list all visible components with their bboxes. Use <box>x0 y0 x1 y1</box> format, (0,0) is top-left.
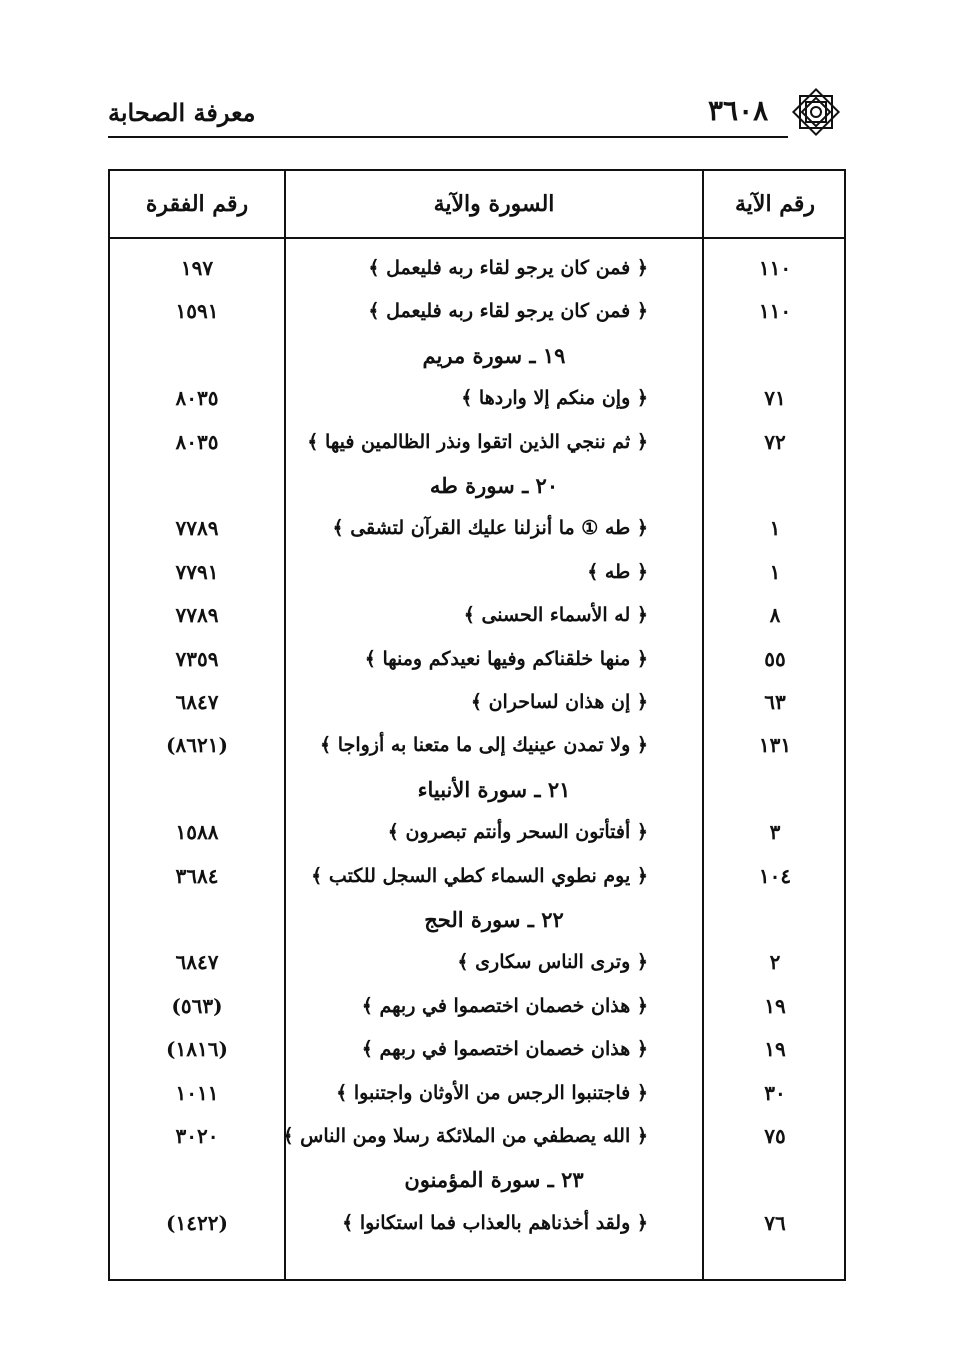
table-row <box>110 724 844 767</box>
ayah-number: ٧٢ <box>764 429 786 454</box>
paragraph-number: ١٥٩١ <box>175 299 219 324</box>
surah-heading: ٢٢ ـ سورة الحج <box>424 907 564 932</box>
table-row <box>110 1115 844 1158</box>
ayah-number: ٦٣ <box>764 690 786 714</box>
ayah-text: ﴿ طه ﴾ <box>587 560 648 583</box>
ayah-number: ٢ <box>769 950 781 975</box>
ayah-text: ﴿ فمن كان يرجو لقاء ربه فليعمل ﴾ <box>368 300 648 323</box>
ayah-number: ١٠٤ <box>758 863 792 888</box>
table-row <box>110 985 844 1028</box>
surah-heading-row <box>110 898 844 941</box>
ayah-number: ٥٥ <box>764 646 786 671</box>
paragraph-number: ٨٠٣٥ <box>175 386 219 411</box>
page-header <box>108 92 838 136</box>
paragraph-number: ٦٨٤٧ <box>175 690 219 714</box>
surah-heading-row <box>110 768 844 811</box>
ayah-number: ٨ <box>769 603 781 628</box>
column-header-ayah-number: رقم الآية <box>734 191 816 217</box>
paragraph-number: ١٥٨٨ <box>175 820 219 845</box>
surah-heading-row <box>110 1158 844 1201</box>
ayah-text: ﴿ يوم نطوي السماء كطي السجل للكتب ﴾ <box>311 864 648 887</box>
ayah-number: ١٣١ <box>758 733 792 758</box>
ayah-text: ﴿ طه ① ما أنزلنا عليك القرآن لتشقى ﴾ <box>332 517 648 540</box>
table-body <box>110 237 844 1279</box>
paragraph-number: (١٨١٦) <box>166 1037 228 1062</box>
ayah-number: ٧٦ <box>764 1210 786 1235</box>
table-row <box>110 855 844 898</box>
ayah-text: ﴿ منها خلقناكم وفيها نعيدكم ومنها ﴾ <box>364 647 648 670</box>
paragraph-number: (٨٦٢١) <box>166 733 228 758</box>
ayah-number: ١٩ <box>764 1037 786 1062</box>
table-row <box>110 1202 844 1245</box>
surah-heading: ٢١ ـ سورة الأنبياء <box>417 776 571 802</box>
ayah-text: ﴿ هذان خصمان اختصموا في ربهم ﴾ <box>361 1038 648 1061</box>
paragraph-number: ١٩٧ <box>180 256 214 280</box>
paragraph-number: ٧٧٨٩ <box>175 516 219 541</box>
ayah-number: ١١٠ <box>758 299 792 324</box>
table-row <box>110 1028 844 1071</box>
ayah-text: ﴿ فمن كان يرجو لقاء ربه فليعمل ﴾ <box>368 257 648 279</box>
table-row <box>110 1072 844 1115</box>
index-table <box>108 169 846 1281</box>
ayah-number: ٧١ <box>764 386 786 411</box>
surah-heading-row <box>110 334 844 377</box>
table-row <box>110 638 844 681</box>
ayah-number: ١ <box>769 516 781 541</box>
paragraph-number: ٧٧٩١ <box>175 559 219 584</box>
ayah-number: ٣٠ <box>764 1080 786 1105</box>
table-row <box>110 811 844 854</box>
ayah-number: ١١٠ <box>758 256 792 280</box>
paragraph-number: (١٤٢٢) <box>166 1210 228 1235</box>
paragraph-number: ٦٨٤٧ <box>175 950 219 975</box>
paragraph-number: ٣٠٢٠ <box>175 1124 219 1148</box>
ayah-text: ﴿ ولا تمدن عينيك إلى ما متعنا به أزواجا ﴾ <box>320 734 648 757</box>
ayah-text: ﴿ إن هذان لساحران ﴾ <box>470 691 648 713</box>
ayah-text: ﴿ ولقد أخذناهم بالعذاب فما استكانوا ﴾ <box>342 1211 648 1234</box>
column-header-surah-and-ayah: السورة والآية <box>433 191 555 217</box>
table-row <box>110 681 844 724</box>
table-row <box>110 247 844 290</box>
paragraph-number: ١٠١١ <box>175 1080 219 1105</box>
ayah-number: ٣ <box>769 820 781 845</box>
ayah-text: ﴿ ثم ننجي الذين اتقوا ونذر الظالمين فيها ﴾ <box>307 430 648 453</box>
surah-heading-row <box>110 464 844 507</box>
ayah-text: ﴿ له الأسماء الحسنى ﴾ <box>463 604 648 627</box>
paragraph-number: ٧٧٨٩ <box>175 603 219 628</box>
ayah-text: ﴿ وترى الناس سكارى ﴾ <box>457 951 648 974</box>
ayah-number: ٧٥ <box>764 1124 786 1148</box>
paragraph-number: ٣٦٨٤ <box>175 863 219 888</box>
ayah-text: ﴿ أفتأتون السحر وأنتم تبصرون ﴾ <box>387 821 648 844</box>
ornament-icon <box>788 84 844 140</box>
surah-heading: ٢٠ ـ سورة طه <box>429 473 559 498</box>
column-header-paragraph-number: رقم الفقرة <box>145 191 249 217</box>
ayah-number: ١ <box>769 559 781 584</box>
header-rule <box>108 136 788 138</box>
ayah-text: ﴿ هذان خصمان اختصموا في ربهم ﴾ <box>361 994 648 1017</box>
ayah-text: ﴿ الله يصطفي من الملائكة رسلا ومن الناس ﴾ <box>282 1125 648 1147</box>
book-title: معرفة الصحابة <box>108 98 256 127</box>
ayah-number: ١٩ <box>764 993 786 1018</box>
ayah-text: ﴿ وإن منكم إلا واردها ﴾ <box>461 387 648 410</box>
surah-heading: ٢٣ ـ سورة المؤمنون <box>404 1167 584 1193</box>
table-row <box>110 507 844 550</box>
surah-heading: ١٩ ـ سورة مريم <box>422 342 566 368</box>
table-row <box>110 941 844 984</box>
ayah-text: ﴿ فاجتنبوا الرجس من الأوثان واجتنبوا ﴾ <box>336 1081 648 1104</box>
table-row <box>110 290 844 333</box>
table-row <box>110 594 844 637</box>
table-row <box>110 377 844 420</box>
paragraph-number: ٧٣٥٩ <box>175 646 219 671</box>
page-number: ٣٦٠٨ <box>708 94 769 127</box>
table-row <box>110 421 844 464</box>
table-row <box>110 551 844 594</box>
paragraph-number: ٨٠٣٥ <box>175 429 219 454</box>
paragraph-number: (٥٦٣) <box>171 993 223 1018</box>
